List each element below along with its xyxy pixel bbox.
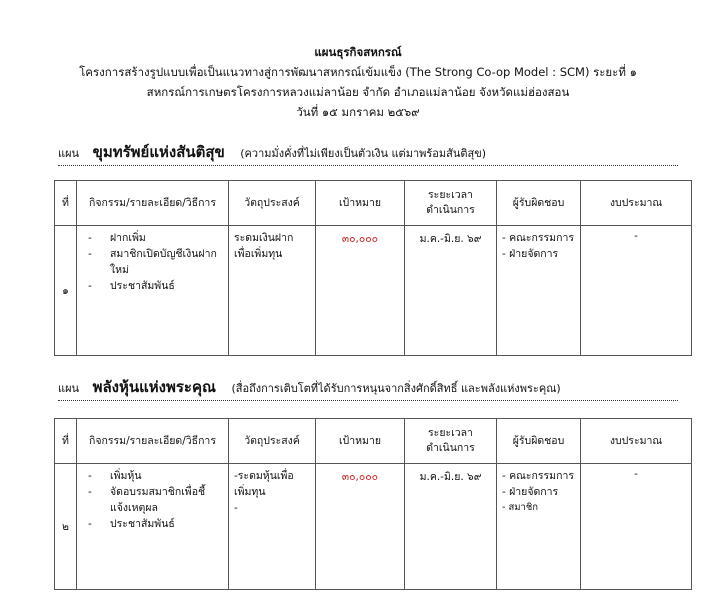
col-period: ระยะเวลา ดำเนินการ [405,181,497,226]
target-value: ๓๐,๐๐๐ [316,464,405,590]
table-header-row [55,181,692,226]
plan-description: (สื่อถึงการเติบโตที่ได้รับการหนุนจากสิ่งศักดิ์สิทธิ์ และพลังแห่งพระคุณ) [231,382,561,395]
document-header [0,42,716,122]
period-value: ม.ค.-มิ.ย. ๖๙ [405,226,497,356]
activity-cell [77,464,229,590]
plan-prefix: แผน [58,147,80,160]
objective-cell: ระดมเงินฝาก เพื่อเพิ่มทุน [229,226,316,356]
activity-item: - ประชาสัมพันธ์ [110,278,223,294]
row-number: ๑ [55,226,77,356]
activity-item: - สมาชิกเปิดบัญชีเงินฝากใหม่ [110,246,223,278]
period-value: ม.ค.-มิ.ย. ๖๙ [405,464,497,590]
activity-cell [77,226,229,356]
row-number: ๒ [55,464,77,590]
table-header-row [55,419,692,464]
col-target: เป้าหมาย [316,181,405,226]
document-title: แผนธุรกิจสหกรณ์ [314,45,402,59]
col-period: ระยะเวลา ดำเนินการ [405,419,497,464]
plan-name: พลังหุ้นแห่งพระคุณ [92,378,216,396]
plan-1-heading [58,140,678,166]
budget-value: - [581,226,692,356]
col-no: ที่ [55,181,77,226]
target-value: ๓๐,๐๐๐ [316,226,405,356]
col-objective: วัตถุประสงค์ [229,419,316,464]
plan-name: ขุมทรัพย์แห่งสันติสุข [92,143,225,161]
col-responsible: ผู้รับผิดชอบ [497,419,581,464]
table-row [55,464,692,590]
cooperative-name: สหกรณ์การเกษตรโครงการหลวงแม่ลาน้อย จำกัด อำเภอแม่ลาน้อย จังหวัดแม่ฮ่องสอน [146,85,570,99]
activity-item: - เพิ่มหุ้น [110,468,223,484]
col-no: ที่ [55,419,77,464]
plan-description: (ความมั่งคั่งที่ไม่เพียงเป็นตัวเงิน แต่มาพร้อมสันติสุข) [240,147,487,160]
col-target: เป้าหมาย [316,419,405,464]
responsible-cell: - คณะกรรมการ - ฝ่ายจัดการ [497,226,581,356]
plan-2-table [54,418,692,590]
col-activity: กิจกรรม/รายละเอียด/วิธีการ [77,419,229,464]
col-responsible: ผู้รับผิดชอบ [497,181,581,226]
project-name: โครงการสร้างรูปแบบเพื่อเป็นแนวทางสู่การพัฒนาสหกรณ์เข้มแข็ง (The Strong Co-op Model : SCM) ระยะที่ ๑ [79,65,637,79]
plan-2-heading [58,375,678,401]
col-budget: งบประมาณ [581,181,692,226]
col-objective: วัตถุประสงค์ [229,181,316,226]
activity-item: - จัดอบรมสมาชิกเพื่อชี้แจ้งเหตุผล [110,484,223,516]
document-date: วันที่ ๑๕ มกราคม ๒๕๖๙ [296,105,420,119]
budget-value: - [581,464,692,590]
table-row [55,226,692,356]
plan-1-table [54,180,692,356]
objective-cell: -ระดมหุ้นเพื่อ เพิ่มทุน - [229,464,316,590]
responsible-cell: - คณะกรรมการ - ฝ่ายจัดการ - สมาชิก [497,464,581,590]
activity-item: - ฝากเพิ่ม [110,230,223,246]
activity-item: - ประชาสัมพันธ์ [110,516,223,532]
col-budget: งบประมาณ [581,419,692,464]
col-activity: กิจกรรม/รายละเอียด/วิธีการ [77,181,229,226]
plan-prefix: แผน [58,382,80,395]
